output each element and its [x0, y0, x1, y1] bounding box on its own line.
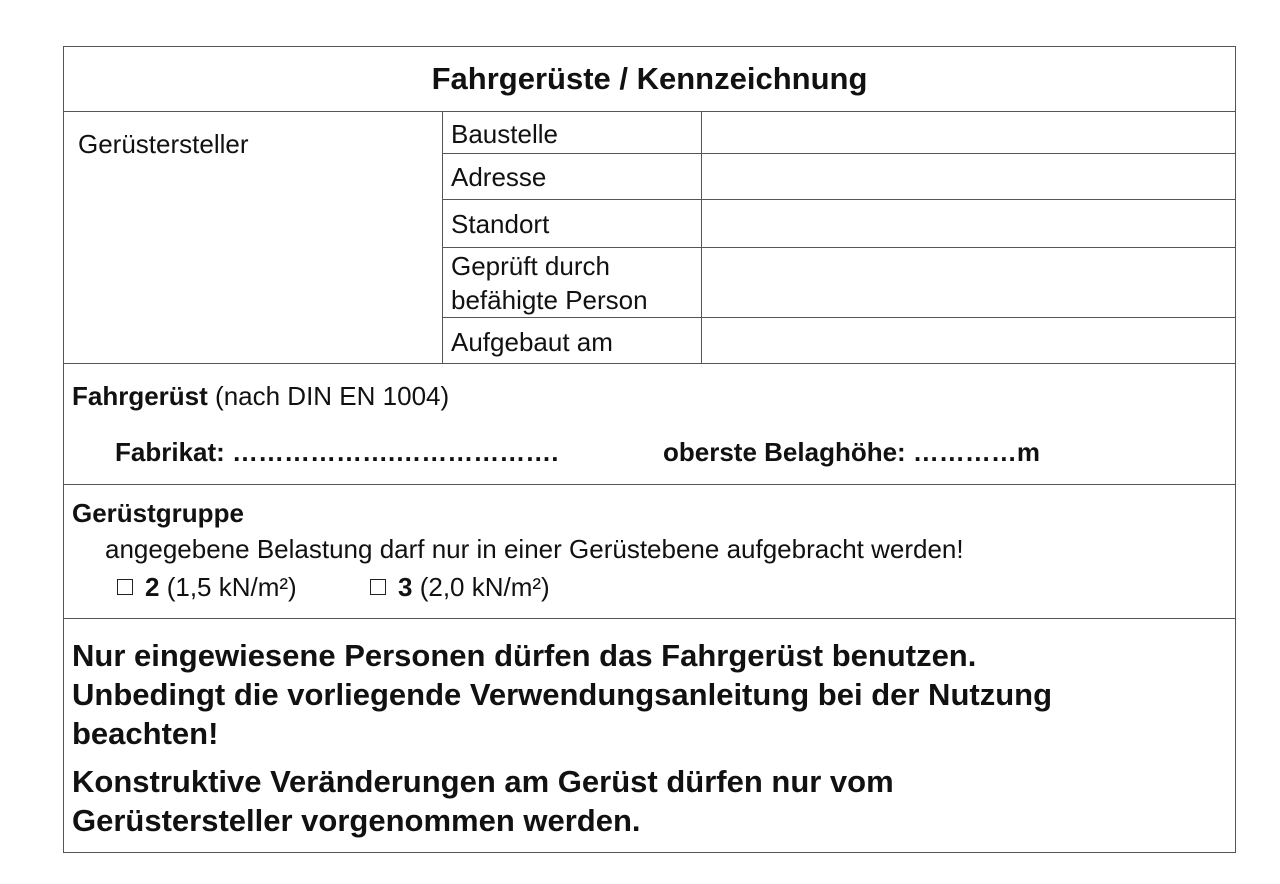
warning-line: Gerüstersteller vorgenommen werden. — [72, 803, 641, 838]
option-load: (1,5 kN/m²) — [166, 572, 297, 602]
gruppe-option-3[interactable] — [370, 572, 550, 603]
fahrgeruest-heading: Fahrgerüst — [72, 381, 208, 411]
option-number: 3 — [398, 572, 413, 602]
field-label-adresse: Adresse — [451, 162, 547, 192]
builder-label: Gerüstersteller — [78, 129, 249, 159]
field-label-geprueft-line1: Geprüft durch — [451, 251, 610, 281]
field-label-aufgebaut: Aufgebaut am — [451, 327, 613, 357]
field-label-baustelle: Baustelle — [451, 119, 558, 149]
divider — [442, 317, 1235, 318]
divider — [442, 199, 1235, 200]
divider — [442, 247, 1235, 248]
gruppe-heading: Gerüstgruppe — [72, 498, 244, 528]
warning-line: Nur eingewiesene Personen dürfen das Fahrgerüst benutzen. — [72, 638, 977, 673]
warning-line: Unbedingt die vorliegende Verwendungsanleitung bei der Nutzung — [72, 677, 1053, 712]
option-number: 2 — [145, 572, 160, 602]
form-title: Fahrgerüste / Kennzeichnung — [431, 61, 868, 96]
divider — [64, 111, 1235, 112]
warning-line: beachten! — [72, 716, 219, 751]
fabrikat-line[interactable]: Fabrikat: ……………….………………. — [115, 437, 559, 467]
fahrgeruest-heading-row — [72, 381, 449, 412]
divider — [64, 484, 1235, 485]
signage-form — [63, 46, 1236, 853]
checkbox-icon[interactable] — [117, 579, 133, 595]
divider — [701, 112, 702, 363]
option-load: (2,0 kN/m²) — [419, 572, 550, 602]
checkbox-icon[interactable] — [370, 579, 386, 595]
warning-line: Konstruktive Veränderungen am Gerüst dürfen nur vom — [72, 764, 894, 799]
field-label-geprueft-line2: befähigte Person — [451, 285, 648, 315]
gruppe-option-2[interactable] — [117, 572, 297, 603]
divider — [442, 112, 443, 363]
belaghoehe-line[interactable]: oberste Belaghöhe: …………m — [663, 437, 1041, 467]
divider — [64, 363, 1235, 364]
fahrgeruest-norm: (nach DIN EN 1004) — [215, 381, 450, 411]
divider — [442, 153, 1235, 154]
divider — [64, 618, 1235, 619]
field-label-standort: Standort — [451, 209, 550, 239]
gruppe-note: angegebene Belastung darf nur in einer Gerüstebene aufgebracht werden! — [105, 534, 964, 564]
